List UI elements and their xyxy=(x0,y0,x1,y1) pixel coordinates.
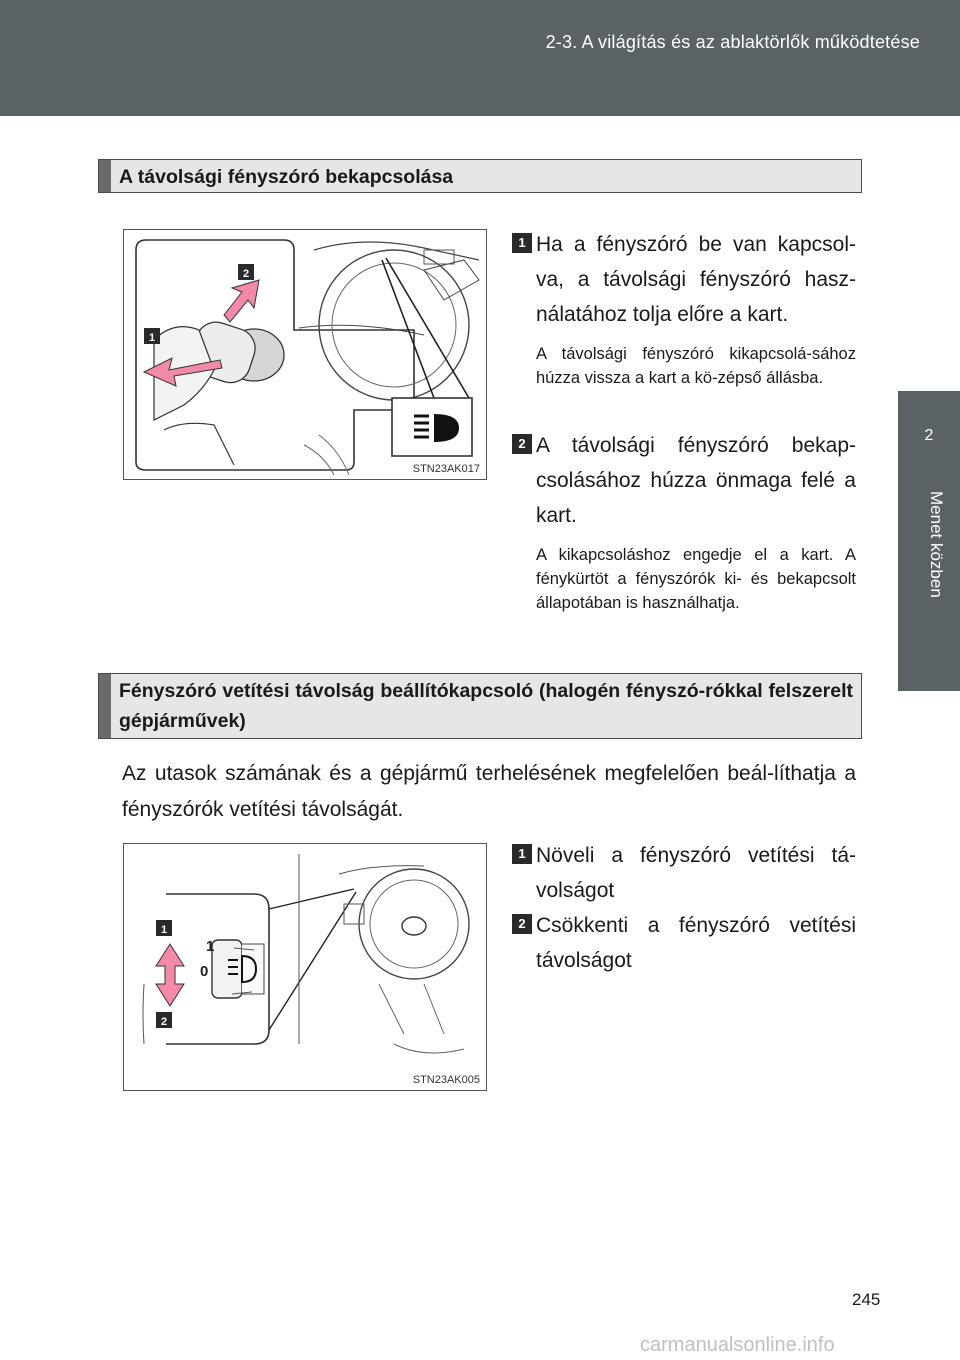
item-note: A kikapcsoláshoz engedje el a kart. A fénykürtöt a fényszórók ki- és bekapcsolt állapotában is használhatja. xyxy=(536,546,856,612)
side-tab xyxy=(898,391,960,691)
item-badge: 2 xyxy=(512,434,532,454)
section-title: A távolsági fényszóró bekapcsolása xyxy=(119,166,454,188)
section-heading-leveling xyxy=(98,673,862,739)
item-badge: 2 xyxy=(512,914,532,934)
item-note: A távolsági fényszóró kikapcsolá-sához húzza vissza a kart a kö-zépső állásba. xyxy=(536,345,856,387)
svg-text:1: 1 xyxy=(160,924,168,936)
heading-bar xyxy=(99,674,111,738)
chapter-label: Menet közben xyxy=(927,491,946,598)
figure-leveling-dial xyxy=(123,843,487,1091)
dial-label-1: 1 xyxy=(206,938,215,955)
item-badge: 1 xyxy=(512,844,532,864)
chapter-number: 2 xyxy=(924,427,934,444)
dial-label-0: 0 xyxy=(200,963,209,980)
section-title: Fényszóró vetítési távolság beállítókapcsoló (halogén fényszó-rókkal felszerelt gépjárművek) xyxy=(119,680,853,732)
watermark: carmanualsonline.info xyxy=(640,1334,835,1356)
chapter-title: 2-3. A világítás és az ablaktörlők működtetése xyxy=(545,32,920,52)
header-band xyxy=(0,0,960,116)
svg-text:2: 2 xyxy=(160,1016,168,1028)
heading-bar xyxy=(99,160,111,192)
item-text: Ha a fényszóró be van kapcsol-va, a távolsági fényszóró hasz-nálatához tolja előre a kart. xyxy=(536,233,856,326)
leveling-dial-illustration xyxy=(124,844,486,1090)
item-text: A távolsági fényszóró bekap-csolásához húzza önmaga felé a kart. xyxy=(536,434,856,527)
item-badge: 1 xyxy=(512,233,532,253)
item-text: Növeli a fényszóró vetítési tá-volságot xyxy=(536,844,856,902)
figure-high-beam xyxy=(123,229,487,480)
section-heading-high-beam xyxy=(98,159,862,193)
list-item xyxy=(512,908,856,978)
figure-code: STN23AK005 xyxy=(412,1074,480,1086)
item-text: Csökkenti a fényszóró vetítési távolságot xyxy=(536,914,856,972)
page-number: 245 xyxy=(852,1290,881,1309)
list-item xyxy=(512,838,856,908)
figure-code: STN23AK017 xyxy=(412,463,480,475)
svg-text:1: 1 xyxy=(148,332,156,344)
svg-text:2: 2 xyxy=(242,268,250,280)
list-item xyxy=(512,227,856,390)
list-item xyxy=(512,428,856,615)
intro-paragraph: Az utasok számának és a gépjármű terhelésének megfelelően beál-líthatja a fényszórók vetítési távolságát. xyxy=(122,762,856,821)
high-beam-illustration xyxy=(124,230,486,479)
